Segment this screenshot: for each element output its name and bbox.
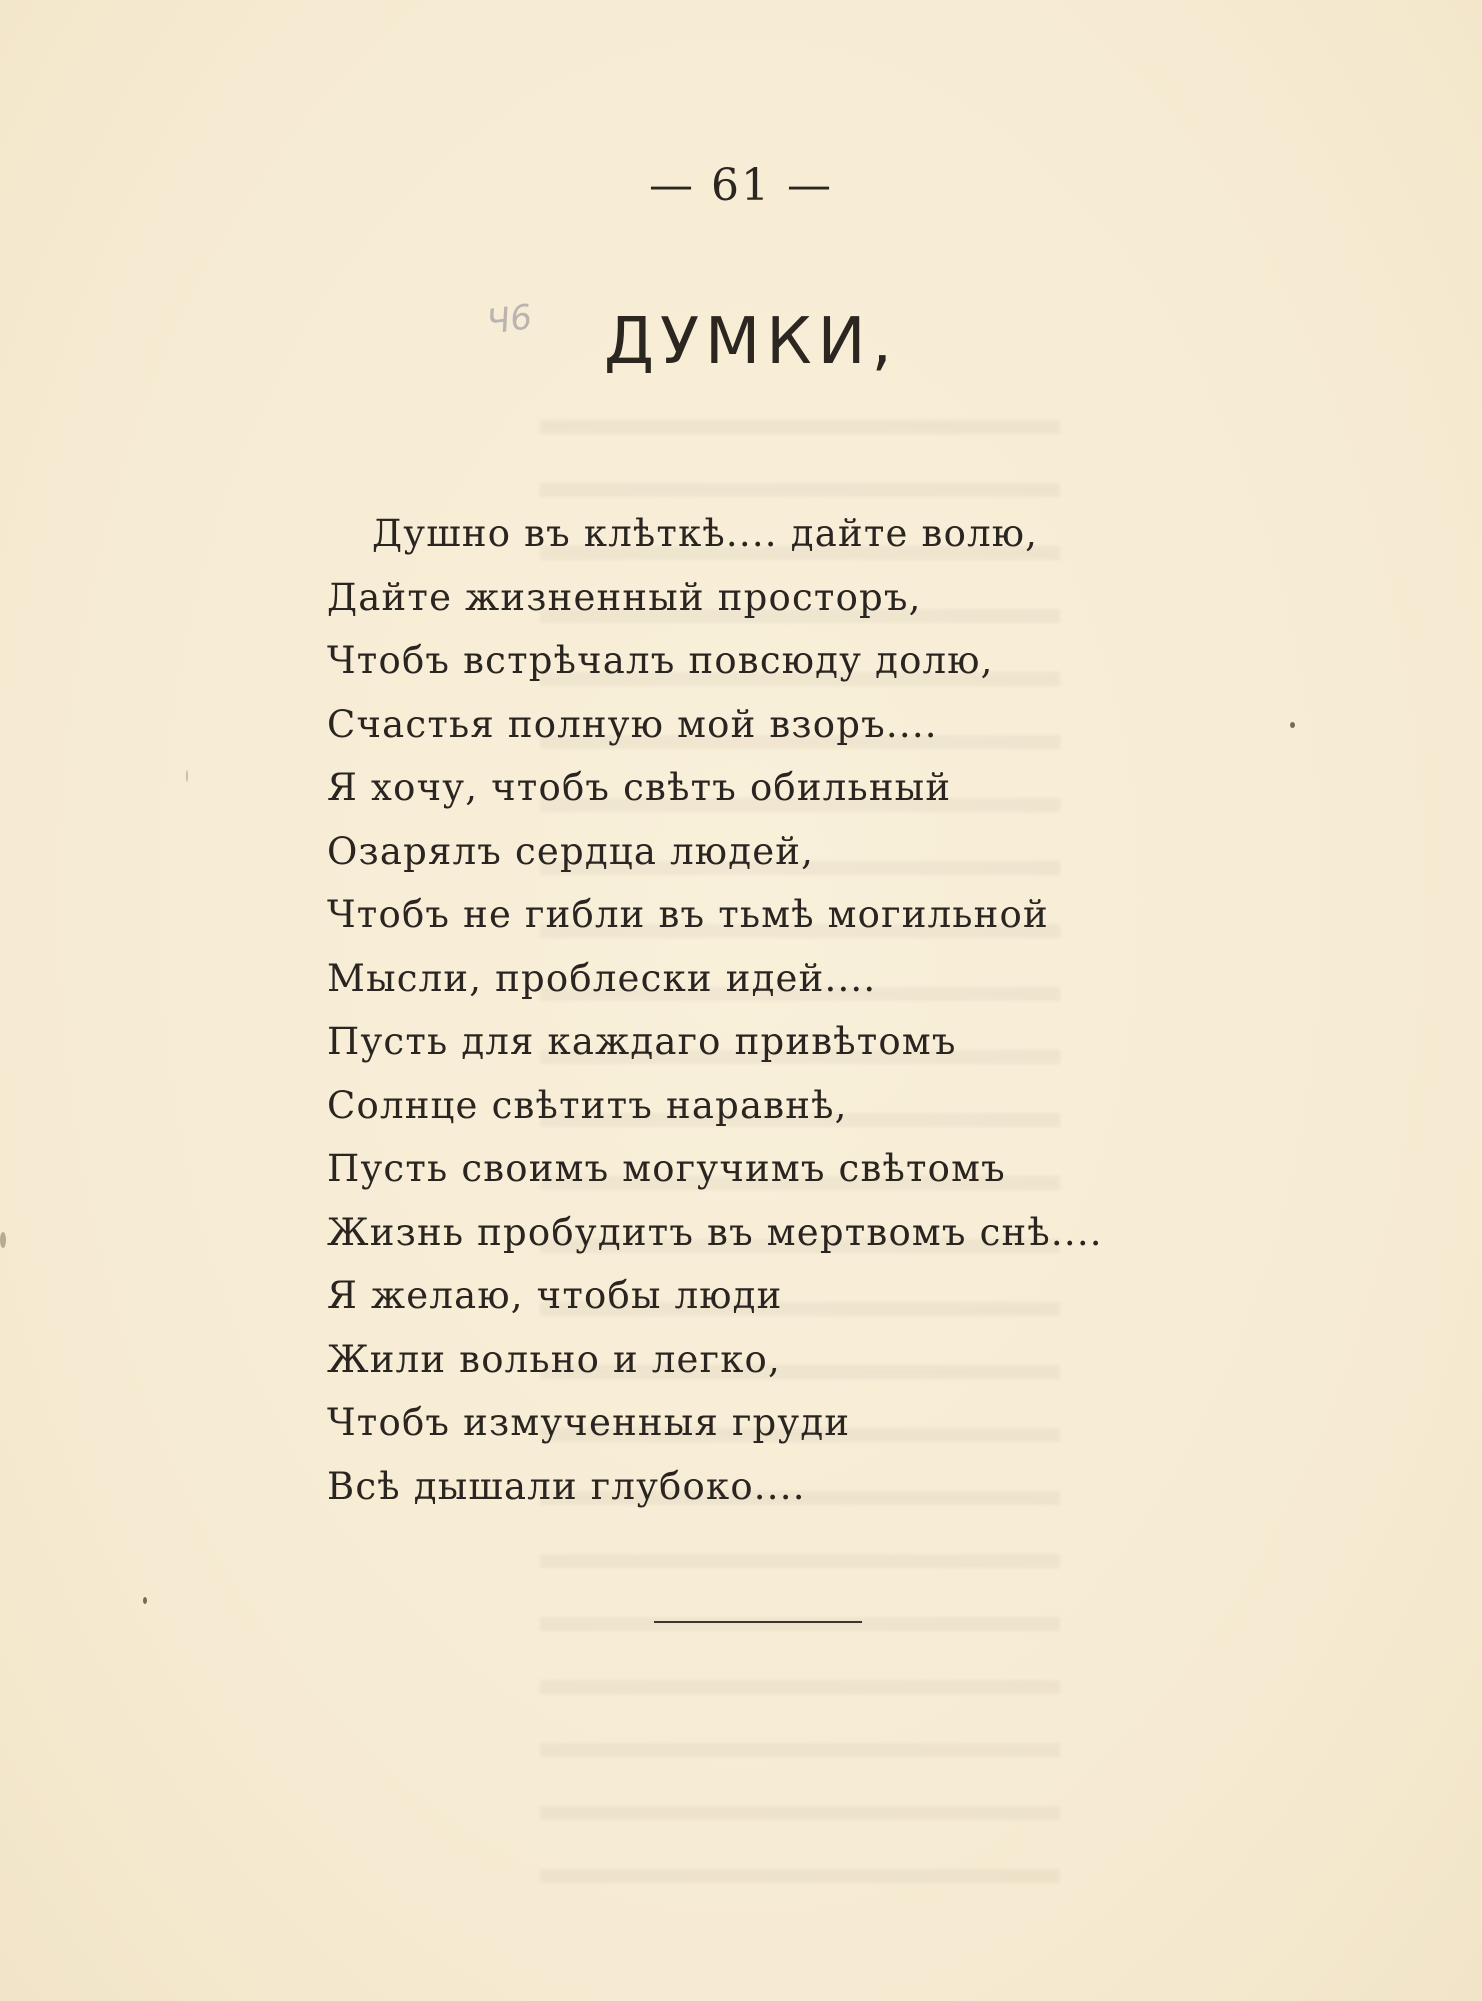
paper-speck <box>1290 722 1295 728</box>
poem-line: Мысли, проблески идей.... <box>327 956 877 1000</box>
poem-body <box>327 502 1377 1518</box>
poem-line: Жизнь пробудитъ въ мертвомъ снѣ.... <box>327 1210 1103 1254</box>
paper-speck <box>143 1597 147 1604</box>
poem-line: Солнце свѣтитъ наравнѣ, <box>327 1083 848 1127</box>
poem-title: ДУМКИ, <box>604 305 898 379</box>
paper-speck <box>186 770 188 782</box>
poem-line: Дайте жизненный просторъ, <box>327 575 922 619</box>
poem-line: Чтобъ не гибли въ тьмѣ могильной <box>327 893 1049 936</box>
paper-speck <box>0 1232 6 1248</box>
poem-line: Я желаю, чтобы люди <box>327 1274 783 1317</box>
poem-line: Жили вольно и легко, <box>327 1337 781 1381</box>
poem-line: Пусть для каждаго привѣтомъ <box>327 1020 957 1063</box>
section-divider <box>654 1621 862 1623</box>
page-number: — 61 — <box>649 160 833 211</box>
poem-line: Чтобъ встрѣчалъ повсюду долю, <box>327 639 994 682</box>
poem-line: Счастья полную мой взоръ.... <box>327 702 938 746</box>
poem-line: Всѣ дышали глубоко.... <box>327 1464 806 1508</box>
poem-line: Пусть своимъ могучимъ свѣтомъ <box>327 1147 1006 1190</box>
poem-line: Я хочу, чтобъ свѣтъ обильный <box>327 766 952 809</box>
poem-line: Душно въ клѣткѣ.... дайте волю, <box>372 512 1039 555</box>
poem-line: Чтобъ измученныя груди <box>327 1401 851 1444</box>
poem-line: Озарялъ сердца людей, <box>327 829 815 873</box>
pencil-annotation: Ч6 <box>484 297 535 343</box>
